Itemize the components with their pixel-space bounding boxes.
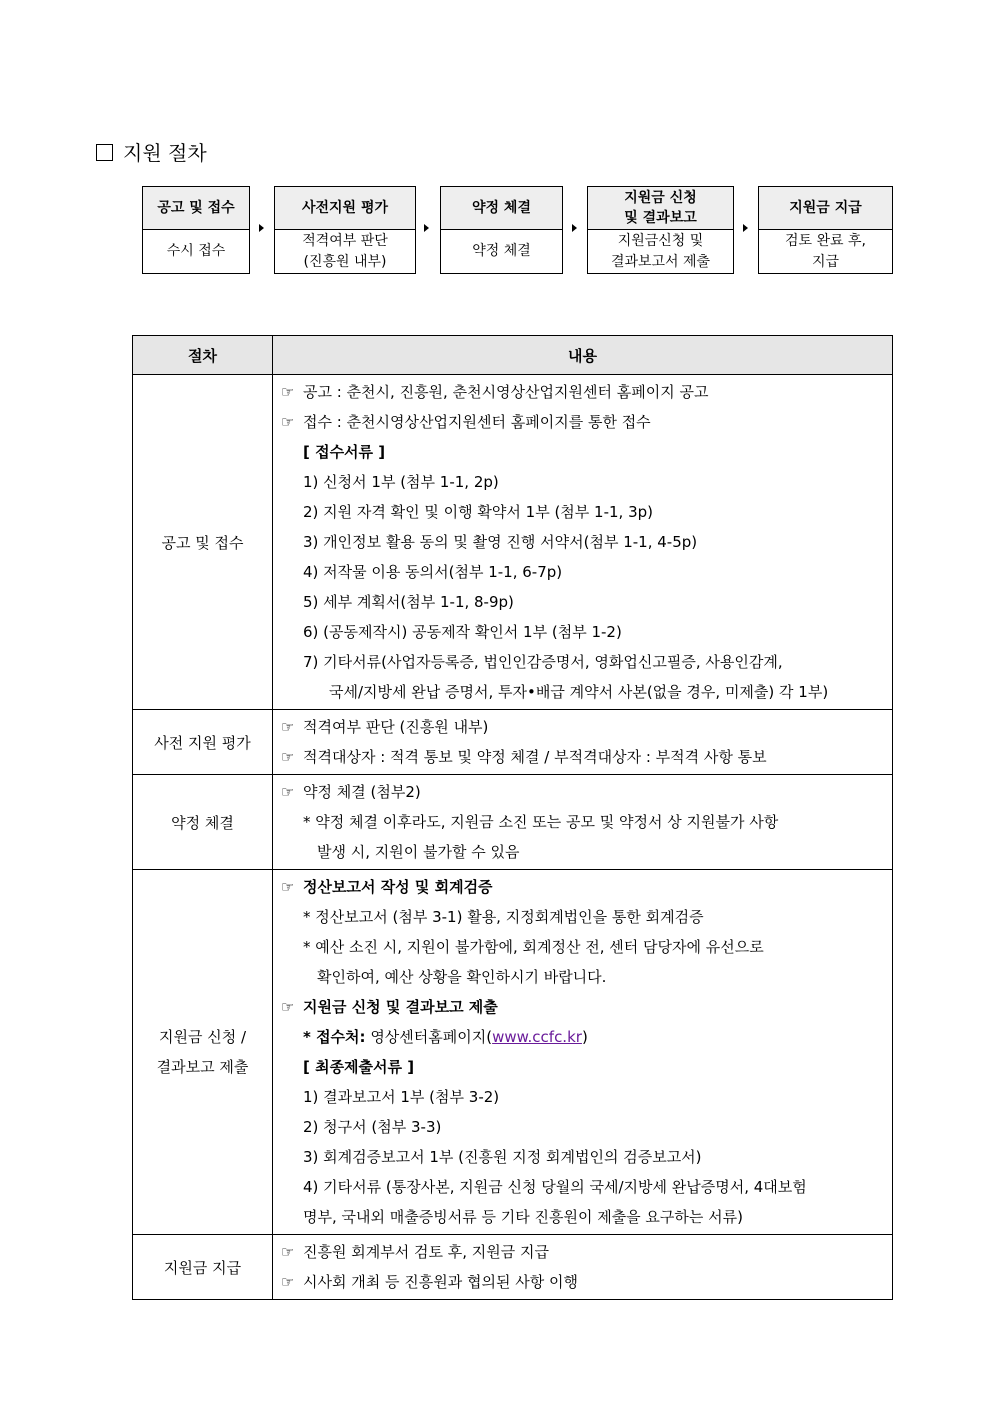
flow-step-header: 지원금 지급: [759, 187, 892, 230]
pointing-hand-icon: ☞: [281, 998, 295, 1016]
flow-step-2: [274, 186, 416, 274]
row-label: 약정 체결: [133, 775, 273, 870]
table-row: [133, 1235, 893, 1300]
arrow-right-icon: [424, 224, 429, 232]
website-link[interactable]: www.ccfc.kr: [492, 1028, 582, 1046]
pointing-hand-icon: ☞: [281, 748, 295, 766]
checkbox-icon: [96, 144, 113, 161]
flow-step-body: 적격여부 판단 (진흥원 내부): [302, 232, 388, 270]
flow-step-body: 지원금신청 및 결과보고서 제출: [610, 232, 711, 270]
flow-step-header: 사전지원 평가: [275, 187, 415, 230]
col-header-procedure: 절차: [133, 336, 273, 375]
flow-step-header: 지원금 신청 및 결과보고: [588, 187, 733, 230]
arrow-right-icon: [743, 224, 748, 232]
flow-step-body: 수시 접수: [166, 243, 226, 259]
row-content: ☞ 공고 : 춘천시, 진흥원, 춘천시영상산업지원센터 홈페이지 공고 ☞ 접수 : 춘천시영상산업지원센터 홈페이지를 통한 접수 [ 접수서류 ] 1) 신청서 1부 (첨부 1-1, 2p) 2) 지원 자격 확인 및 이행 확약서 1부 (첨부 1-1, 3p) 3) 개인정보 활용 동의 및 촬영 진행 서약서(첨부 1-1, 4-5p) 4) 저작물 이용 동의서(첨부 1-1, 6-7p) 5) 세부 계획서(첨부 1-1, 8-9p) 6) (공동제작시) 공동제작 확인서 1부 (첨부 1-2) 7) 기타서류(사업자등록증, 법인인감증명서, 영화업신고필증, 사용인감계, 국세/지방세 완납 증명서, 투자•배급 계약서 사본(없을 경우, 미제출) 각 1부): [273, 375, 893, 710]
flow-step-body: 약정 체결: [472, 243, 531, 259]
pointing-hand-icon: ☞: [281, 718, 295, 736]
procedure-table: [132, 335, 893, 1300]
row-label: 지원금 신청 / 결과보고 제출: [133, 870, 273, 1235]
arrow-right-icon: [572, 224, 577, 232]
arrow-right-icon: [259, 224, 264, 232]
row-content: ☞ 진흥원 회계부서 검토 후, 지원금 지급 ☞ 시사회 개최 등 진흥원과 협의된 사항 이행: [273, 1235, 893, 1300]
pointing-hand-icon: ☞: [281, 878, 295, 896]
section-title: [96, 141, 207, 165]
table-row: [133, 870, 893, 1235]
table-row: [133, 775, 893, 870]
row-label: 지원금 지급: [133, 1235, 273, 1300]
table-header-row: [133, 336, 893, 375]
process-flow: [0, 186, 992, 274]
pointing-hand-icon: ☞: [281, 1273, 295, 1291]
row-content: ☞ 약정 체결 (첨부2) * 약정 체결 이후라도, 지원금 소진 또는 공모 및 약정서 상 지원불가 사항 발생 시, 지원이 불가할 수 있음: [273, 775, 893, 870]
pointing-hand-icon: ☞: [281, 783, 295, 801]
pointing-hand-icon: ☞: [281, 413, 295, 431]
flow-step-3: [440, 186, 563, 274]
flow-step-4: [587, 186, 734, 274]
pointing-hand-icon: ☞: [281, 1243, 295, 1261]
table-row: [133, 710, 893, 775]
row-content: ☞ 정산보고서 작성 및 회계검증 * 정산보고서 (첨부 3-1) 활용, 지정회계법인을 통한 회계검증 * 예산 소진 시, 지원이 불가함에, 회계정산 전, 센터 담당자에 유선으로 확인하여, 예산 상황을 확인하시기 바랍니다. ☞ 지원금 신청 및 결과보고 제출 * 접수처: 영상센터홈페이지(www.ccfc.kr) [ 최종제출서류 ] 1) 결과보고서 1부 (첨부 3-2) 2) 청구서 (첨부 3-3) 3) 회계검증보고서 1부 (진흥원 지정 회계법인의 검증보고서) 4) 기타서류 (통장사본, 지원금 신청 당월의 국세/지방세 완납증명서, 4대보험 명부, 국내외 매출증빙서류 등 기타 진흥원이 제출을 요구하는 서류): [273, 870, 893, 1235]
pointing-hand-icon: ☞: [281, 383, 295, 401]
section-title-text: 지원 절차: [123, 141, 207, 165]
table-row: [133, 375, 893, 710]
row-content: ☞ 적격여부 판단 (진흥원 내부) ☞ 적격대상자 : 적격 통보 및 약정 체결 / 부적격대상자 : 부적격 사항 통보: [273, 710, 893, 775]
row-label: 공고 및 접수: [133, 375, 273, 710]
flow-step-header: 약정 체결: [441, 187, 562, 230]
flow-step-header: 공고 및 접수: [143, 187, 249, 230]
row-label: 사전 지원 평가: [133, 710, 273, 775]
flow-step-body: 검토 완료 후, 지급: [785, 232, 866, 270]
col-header-content: 내용: [273, 336, 893, 375]
flow-step-1: [142, 186, 250, 274]
flow-step-5: [758, 186, 893, 274]
